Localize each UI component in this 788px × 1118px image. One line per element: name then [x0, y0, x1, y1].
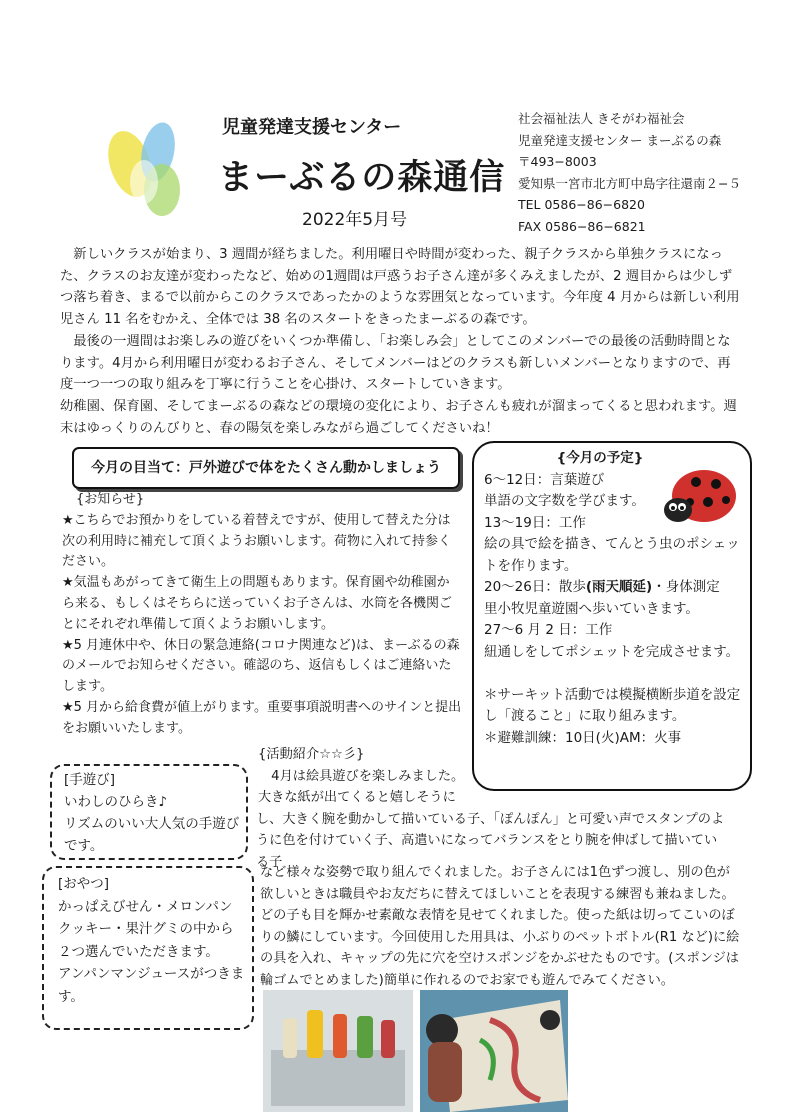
schedule-spacer: [484, 663, 746, 685]
schedule-line: ＊避難訓練：10日(火)AM：火事: [484, 729, 682, 746]
children-painting-photo: [420, 990, 568, 1112]
ladybug-icon: [660, 462, 740, 528]
org-center: 児童発達支援センター まーぶるの森: [518, 132, 722, 148]
notice-item: ★こちらでお預かりをしている着替えですが、使用して替えた分は次の利用時に補充して頂くようお願いします。荷物に入れて持参ください。: [62, 512, 451, 570]
notice-item: ★気温もあがってきて衛生上の問題もあります。保育園や幼稚園から来る、もしくはそちらに送っていくお子さんは、水筒を各機関ごとにそれぞれ準備して頂くようお願いします。: [62, 575, 453, 632]
paint-bottles-photo: [263, 990, 413, 1112]
intro-paragraph-1: 新しいクラスが始まり、3 週間が経ちました。利用曜日や時間が変わった、親子クラスから単独クラスになった、クラスのお友達が変わったなど、始めの1週間は戸惑うお子さん達が多くみえましたが、2 週目からは少しずつ落ち着き、まるで以前からこのクラスであったかのような雰囲気となっています。今年度 4 月からは新しい利用児さん 11 名をむかえ、全体では 38 名のスタートをきったまーぶるの森です。: [60, 247, 740, 328]
activity-continued: [260, 862, 742, 991]
notice-section: [62, 490, 462, 740]
snack-heading: [おやつ]: [58, 876, 110, 892]
schedule-line: [484, 577, 746, 599]
finger-play-heading: [手遊び]: [64, 772, 116, 788]
intro-section: [60, 244, 742, 439]
activity-text: 4月は絵具遊びを楽しみました。: [258, 768, 465, 784]
marble-logo: [100, 112, 192, 224]
snack-content: [58, 873, 250, 1008]
schedule-rain-note: (雨天順延): [585, 579, 653, 595]
schedule-walk: 20〜26日：散歩: [484, 579, 586, 595]
organization-info: [518, 108, 741, 237]
org-address: 愛知県一宮市北方町中島字往還南２−５: [518, 175, 741, 191]
org-tel: TEL 0586−86−6820: [518, 197, 645, 212]
snack-line: アンパンマンジュースがつきます。: [58, 966, 245, 1005]
finger-play-content: [64, 769, 244, 857]
schedule-line: 絵の具で絵を描き、てんとう虫のポシェットを作ります。: [484, 536, 740, 574]
activity-text: など様々な姿勢で取り組んでくれました。お子さんには1色ずつ渡し、別の色が欲しいときは職員やお友だちに替えてほしいことを表現する練習も兼ねました。どの子も目を輝かせ素敵な表情を見せてくれました。使った紙は切ってこいのぼりの鱗にしています。今回使用した用具は、小ぶりのペットボトル(R1 など)に絵の具を入れ、キャップの先に穴を空けスポンジをかぶせたものです。(スポンジは輪ゴムでとめました)簡単に作れるのでお家でも遊んでみてください。: [260, 865, 740, 988]
center-name: 児童発達支援センター: [222, 117, 402, 138]
schedule-title: {今月の予定}: [556, 450, 644, 466]
issue-date: 2022年5月号: [302, 210, 408, 230]
activity-heading: {活動紹介☆☆彡}: [258, 747, 365, 762]
newsletter-title: まーぶるの森通信: [218, 158, 506, 198]
notice-item: ★5 月連休中や、休日の緊急連絡(コロナ関連など)は、まーぶるの森のメールでお知らせください。確認のち、返信もしくはご連絡いたします。: [62, 637, 460, 695]
activity-text: 大きな紙が出てくると嬉しそうに: [258, 790, 456, 805]
schedule-line: 単語の文字数を学びます。: [484, 493, 645, 509]
schedule-measure: ・身体測定: [652, 579, 720, 595]
finger-play-line: リズムのいい大人気の手遊びです。: [64, 816, 240, 854]
schedule-line: 6〜12日：言葉遊び: [484, 471, 605, 488]
finger-play-line: いわしのひらき♪: [64, 794, 168, 810]
activity-section: [258, 744, 728, 873]
org-postal: 〒493−8003: [518, 154, 597, 169]
intro-paragraph-2: 最後の一週間はお楽しみの遊びをいくつか準備し、「お楽しみ会」としてこのメンバーでの最後の活動時間となります。4月から利用曜日が変わるお子さん、そしてメンバーはどのクラスも新しいメンバーとなりますので、再度一つ一つの取り組みを丁寧に行うことを心掛け、スタートしていきます。: [60, 333, 731, 393]
snack-line: クッキー・果汁グミの中から: [58, 921, 234, 937]
monthly-goal: 今月の目当て：戸外遊びで体をたくさん動かしましょう: [72, 447, 460, 489]
org-fax: FAX 0586−86−6821: [518, 218, 646, 234]
snack-line: ２つ選んでいただきます。: [58, 943, 219, 960]
activity-text: し、大きく腕を動かして描いている子、「ぽんぽん」と可愛い声でスタンプのように色を付けていく子、高遣いになってバランスをとり腕を伸ばして描いている子: [256, 811, 725, 870]
org-corporation: 社会福祉法人 きそがわ福祉会: [518, 111, 685, 126]
schedule-line: ＊サーキット活動では模擬横断歩道を設定し「渡ること」に取り組みます。: [484, 686, 741, 724]
intro-paragraph-3: 幼稚園、保育園、そしてまーぶるの森などの環境の変化により、お子さんも疲れが溜まってくると思われます。週末はゆっくりのんびりと、春の陽気を楽しみながら過ごしてくださいね！: [60, 398, 737, 436]
notice-heading: {お知らせ}: [76, 492, 145, 507]
schedule-line: 13〜19日：工作: [484, 514, 586, 531]
notice-item: ★5 月から給食費が値上がります。重要事項説明書へのサインと提出をお願いいたします。: [62, 699, 462, 736]
schedule-line: 里小牧児童遊園へ歩いていきます。: [484, 600, 699, 617]
schedule-line: 紐通しをしてポシェットを完成させます。: [484, 643, 740, 660]
schedule-line: 27〜6 月 2 日：工作: [484, 622, 613, 638]
snack-line: かっぱえびせん・メロンパン: [58, 898, 233, 915]
